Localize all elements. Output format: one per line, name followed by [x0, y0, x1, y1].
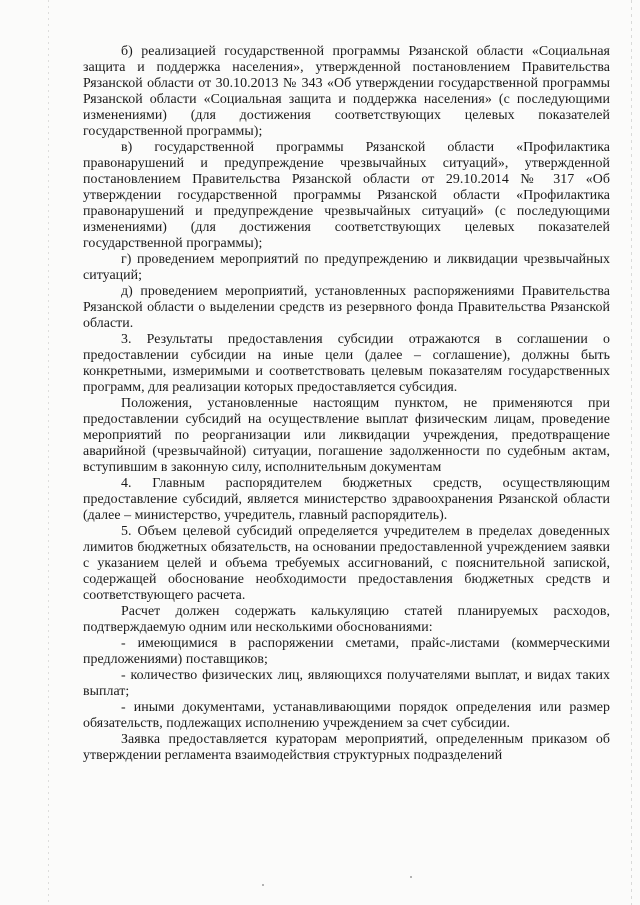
paragraph-calculation: Расчет должен содержать калькуляцию статей планируемых расходов, подтверждаемую одним или несколькими обоснованиями: — [83, 604, 610, 635]
paragraph-g: г) проведением мероприятий по предупреждению и ликвидации чрезвычайных ситуаций; — [83, 252, 610, 283]
scan-edge-left — [48, 0, 49, 905]
scan-edge-right — [631, 0, 632, 905]
paragraph-application: Заявка предоставляется кураторам мероприятий, определенным приказом об утверждении регламента взаимодействия структурных подразделений — [83, 732, 610, 763]
paragraph-5: 5. Объем целевой субсидий определяется учредителем в пределах доведенных лимитов бюджетных обязательств, на основании предоставленной учреждением заявки с указанием целей и объема требуемых ассигнований, с пояснительной запиской, содержащей обоснование необходимости предоставления бюджетных средств и соответствующего расчета. — [83, 524, 610, 603]
paragraph-v: в) государственной программы Рязанской области «Профилактика правонарушений и предупреждение чрезвычайных ситуаций», утвержденной постановлением Правительства Рязанской области от 29.10.2014 № 317 «Об утверждении государственной программы Рязанской области «Профилактика правонарушений и предупреждение чрезвычайных ситуаций» (с последующими изменениями) (для достижения соответствующих целевых показателей государственной программы); — [83, 140, 610, 251]
paragraph-4: 4. Главным распорядителем бюджетных средств, осуществляющим предоставление субсидий, является министерство здравоохранения Рязанской области (далее – министерство, учредитель, главный распорядитель). — [83, 476, 610, 523]
list-item-estimates: - имеющимися в распоряжении сметами, прайс-листами (коммерческими предложениями) поставщиков; — [83, 636, 610, 667]
scan-speck — [410, 876, 412, 878]
list-item-other-documents: - иными документами, устанавливающими порядок определения или размер обязательств, подлежащих исполнению учреждением за счет субсидии. — [83, 700, 610, 731]
paragraph-d: д) проведением мероприятий, установленных распоряжениями Правительства Рязанской области о выделении средств из резервного фонда Правительства Рязанской области. — [83, 284, 610, 331]
scan-speck — [262, 884, 264, 886]
list-item-recipients: - количество физических лиц, являющихся получателями выплат, и видах таких выплат; — [83, 668, 610, 699]
document-body — [83, 44, 610, 764]
paragraph-b: б) реализацией государственной программы Рязанской области «Социальная защита и поддержка населения», утвержденной постановлением Правительства Рязанской области от 30.10.2013 № 343 «Об утверждении государственной программы Рязанской области «Социальная защита и поддержка населения» (с последующими изменениями) (для достижения соответствующих целевых показателей государственной программы); — [83, 44, 610, 139]
paragraph-3: 3. Результаты предоставления субсидии отражаются в соглашении о предоставлении субсидии на иные цели (далее – соглашение), должны быть конкретными, измеримыми и соответствовать целевым показателям государственных программ, для реализации которых предоставляется субсидия. — [83, 332, 610, 395]
paragraph-provisions: Положения, установленные настоящим пунктом, не применяются при предоставлении субсидий на осуществление выплат физическим лицам, проведение мероприятий по реорганизации или ликвидации учреждения, предотвращение аварийной (чрезвычайной) ситуации, погашение задолженности по судебным актам, вступившим в законную силу, исполнительным документам — [83, 396, 610, 475]
